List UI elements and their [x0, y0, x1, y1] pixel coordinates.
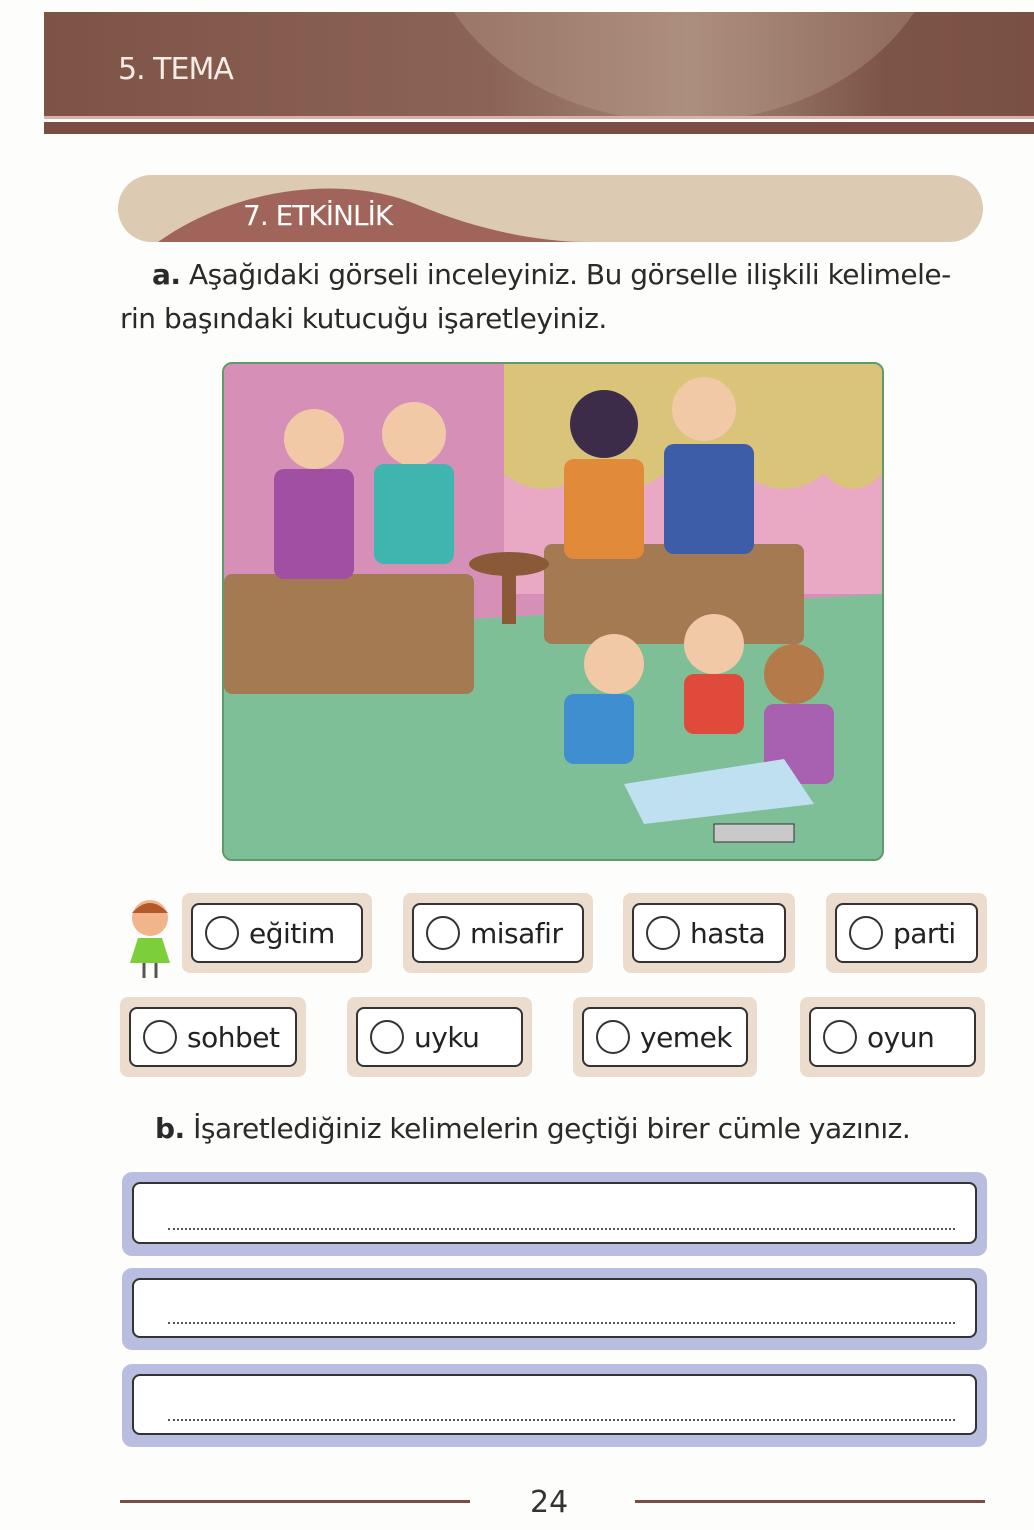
part-b-text: İşaretlediğiniz kelimelerin geçtiği birer cümle yazınız. [193, 1112, 911, 1145]
checkbox-circle[interactable] [849, 916, 883, 950]
answer-line[interactable] [168, 1226, 955, 1230]
footer-line-right [635, 1500, 985, 1503]
word-label: yemek [640, 1020, 733, 1054]
answer-box-1[interactable] [122, 1172, 987, 1256]
activity-title: 7. ETKİNLİK [243, 199, 393, 232]
header-divider [44, 116, 1034, 119]
word-option-oyun[interactable] [800, 997, 985, 1077]
part-a-text1: Aşağıdaki görseli inceleyiniz. Bu görselle ilişkili kelimele- [188, 258, 951, 291]
word-option-uyku[interactable] [347, 997, 532, 1077]
word-option-parti[interactable] [826, 893, 987, 973]
answer-box-3[interactable] [122, 1364, 987, 1447]
page-number: 24 [530, 1485, 569, 1520]
answer-box-2[interactable] [122, 1268, 987, 1350]
word-label: sohbet [187, 1020, 280, 1054]
checkbox-circle[interactable] [143, 1020, 177, 1054]
word-option-misafir[interactable] [403, 893, 593, 973]
word-option-hasta[interactable] [623, 893, 795, 973]
girl-mascot-icon [120, 893, 180, 983]
activity-banner [118, 175, 983, 242]
word-label: parti [893, 916, 956, 950]
part-b-label: b. [155, 1112, 185, 1145]
answer-line[interactable] [168, 1320, 955, 1324]
checkbox-circle[interactable] [426, 916, 460, 950]
checkbox-circle[interactable] [205, 916, 239, 950]
word-option-yemek[interactable] [573, 997, 757, 1077]
header-band [44, 122, 1034, 134]
theme-header [44, 12, 1034, 118]
part-a-line2: rin başındaki kutucuğu işaretleyiniz. [120, 302, 607, 335]
footer-line-left [120, 1500, 470, 1503]
word-label: uyku [414, 1020, 480, 1054]
checkbox-circle[interactable] [823, 1020, 857, 1054]
word-label: misafir [470, 916, 563, 950]
part-a-label: a. [152, 258, 181, 291]
checkbox-circle[interactable] [646, 916, 680, 950]
word-option-egitim[interactable] [182, 893, 372, 973]
word-option-sohbet[interactable] [120, 997, 306, 1077]
family-visit-illustration [222, 362, 884, 861]
word-label: hasta [690, 916, 766, 950]
answer-line[interactable] [168, 1417, 955, 1421]
word-label: oyun [867, 1020, 935, 1054]
word-label: eğitim [249, 916, 335, 950]
part-b-instruction [155, 1112, 910, 1145]
theme-title: 5. TEMA [118, 52, 233, 87]
header-decoration [424, 12, 944, 118]
checkbox-circle[interactable] [370, 1020, 404, 1054]
part-a-line1 [152, 258, 951, 291]
checkbox-circle[interactable] [596, 1020, 630, 1054]
